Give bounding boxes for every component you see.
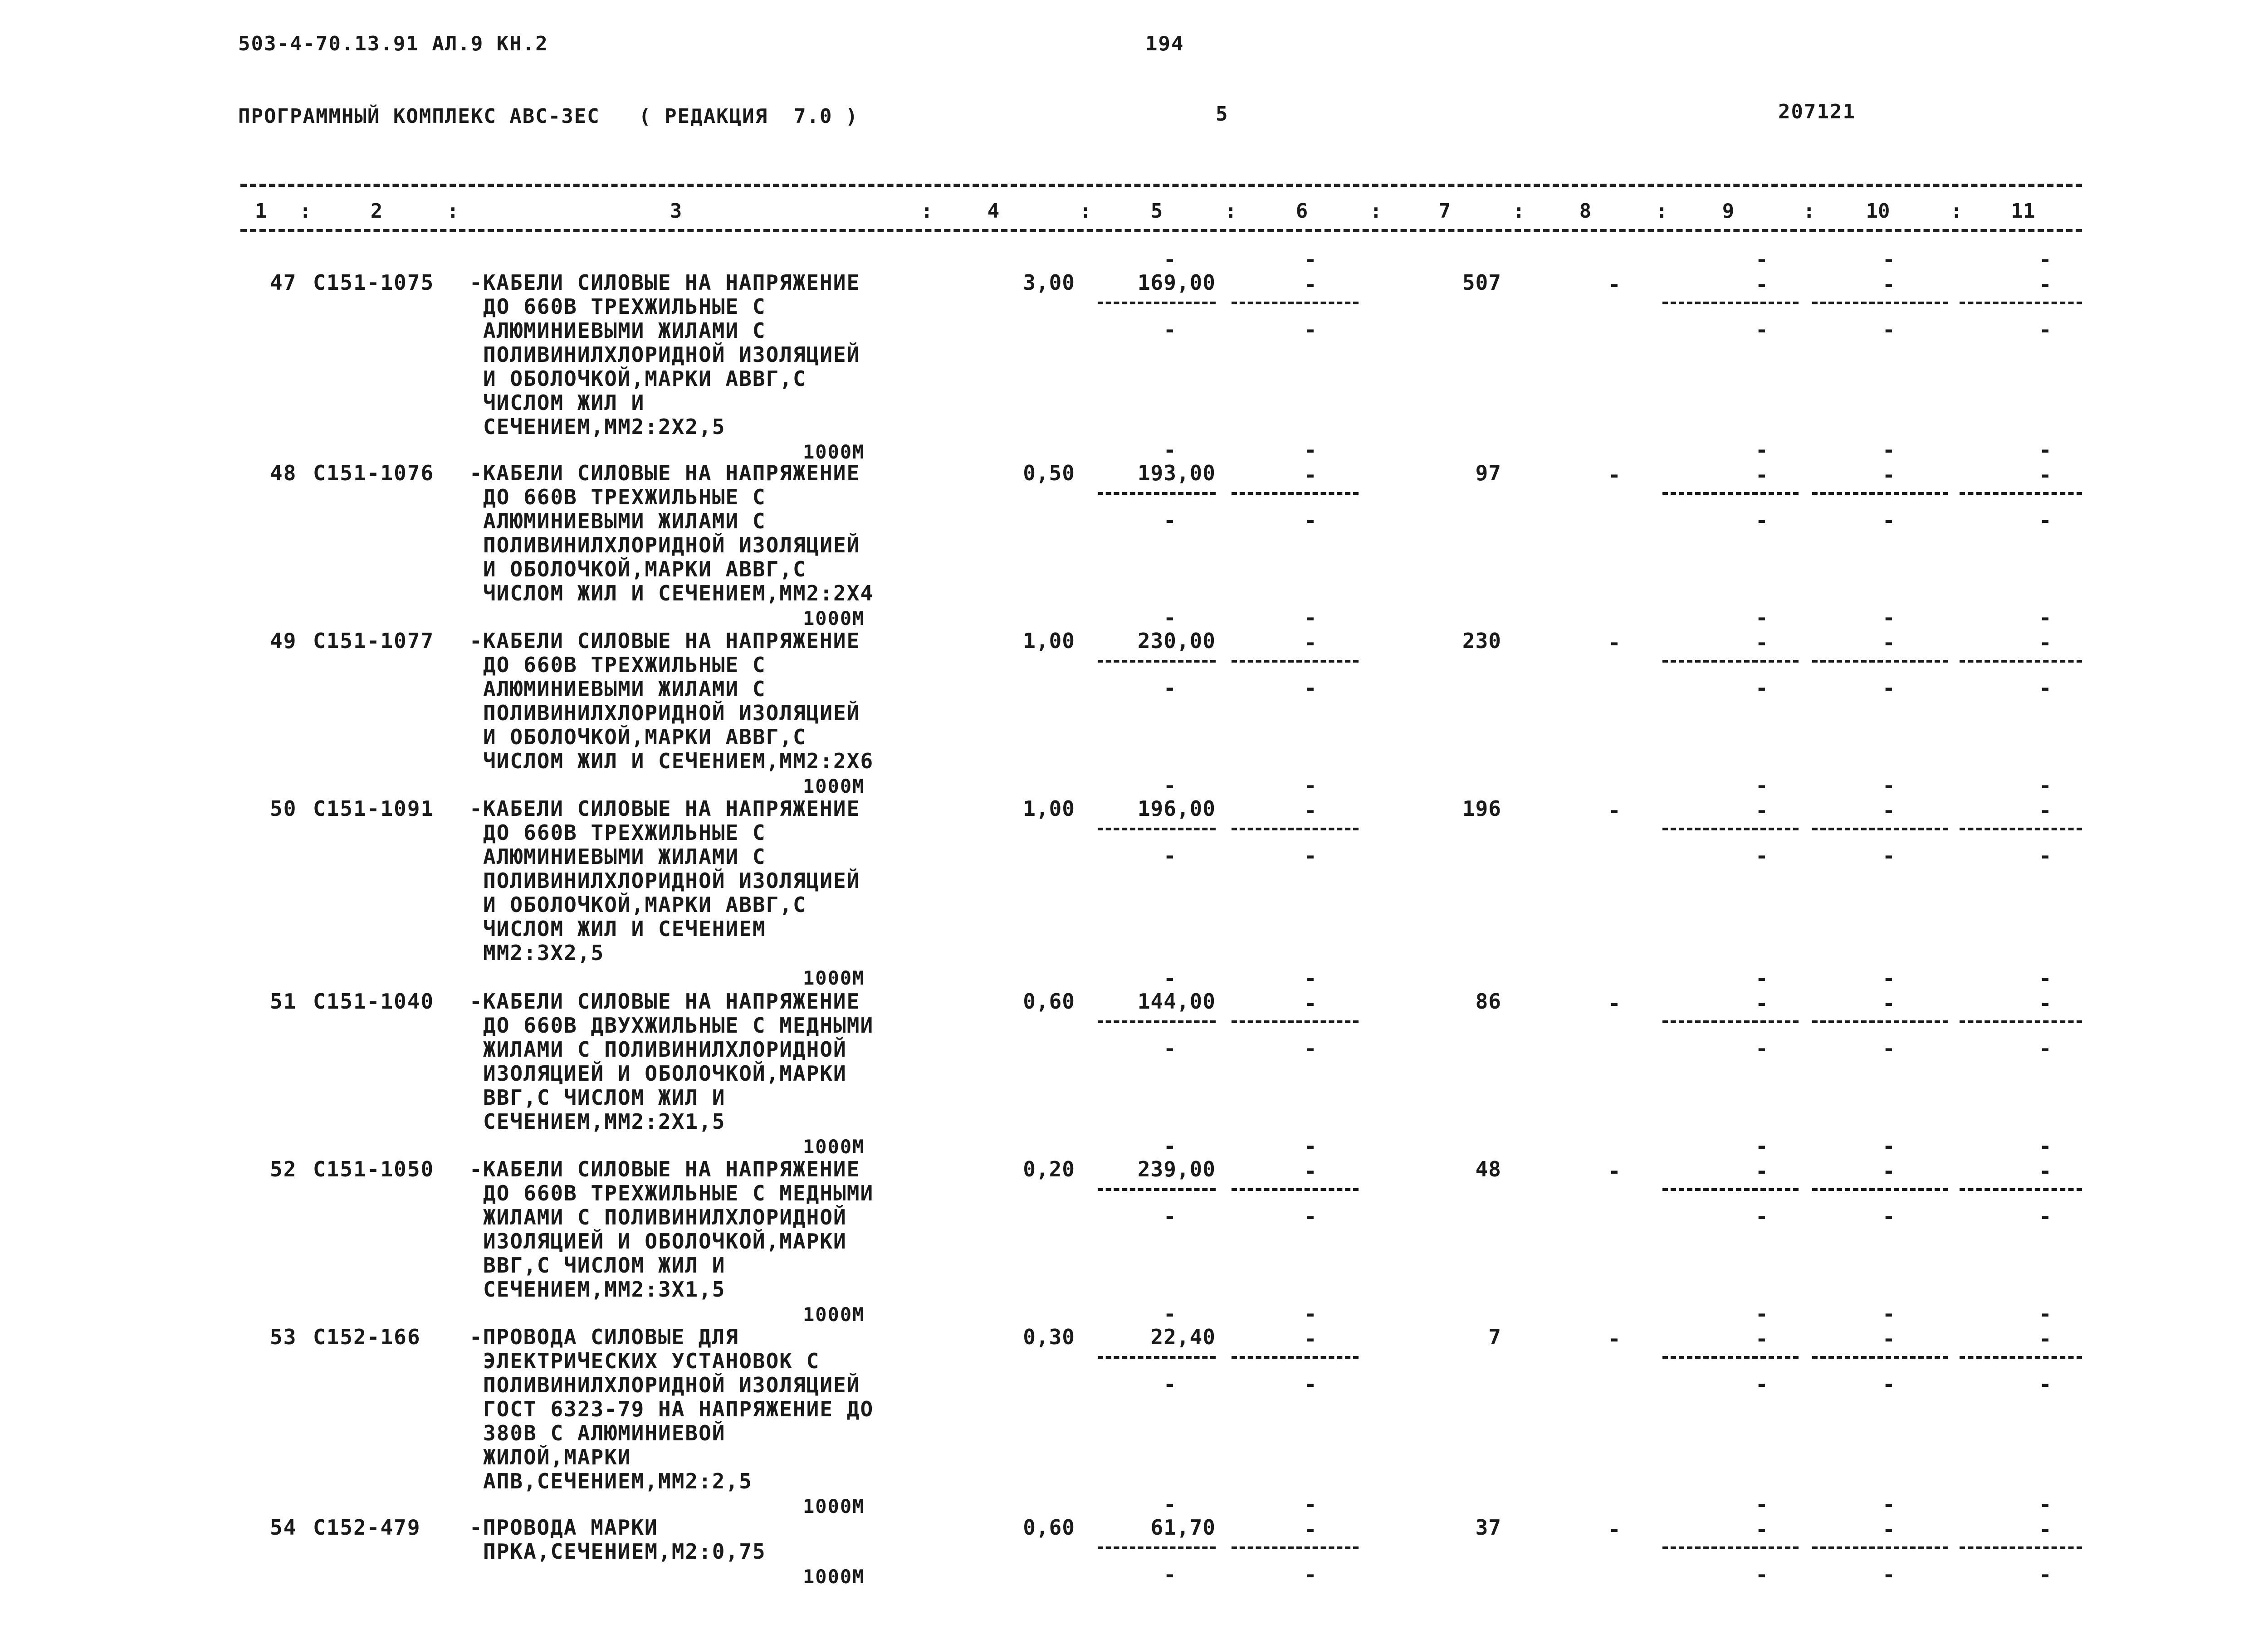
column-underline	[1960, 492, 2082, 495]
row-unit: 1000М	[803, 441, 865, 463]
empty-value-dash: -	[2039, 1302, 2052, 1326]
row-price: 144,00	[1137, 989, 1216, 1014]
empty-value-dash: -	[1163, 1036, 1176, 1061]
empty-value-dash: -	[2039, 1517, 2052, 1541]
empty-value-dash: -	[1304, 272, 1317, 297]
empty-value-dash: -	[1163, 966, 1176, 990]
row-code: С151-1077	[313, 629, 435, 653]
row-description-line: ЭЛЕКТРИЧЕСКИХ УСТАНОВОК С	[483, 1349, 820, 1373]
column-underline	[1098, 1546, 1216, 1549]
empty-value-dash: -	[1882, 1134, 1895, 1158]
empty-value-dash: -	[1608, 463, 1621, 487]
empty-value-dash: -	[1755, 1562, 1768, 1587]
empty-value-dash: -	[1755, 463, 1768, 487]
column-underline	[1662, 660, 1799, 663]
empty-value-dash: -	[1304, 1372, 1317, 1396]
row-description-line: -КАБЕЛИ СИЛОВЫЕ НА НАПРЯЖЕНИЕ	[469, 629, 860, 653]
empty-value-dash: -	[1882, 773, 1895, 798]
row-description-line: ДО 660В ТРЕХЖИЛЬНЫЕ С МЕДНЫМИ	[483, 1181, 874, 1205]
empty-value-dash: -	[1882, 844, 1895, 868]
empty-value-dash: -	[2039, 1036, 2052, 1061]
row-total: 86	[1475, 989, 1501, 1014]
column-underline	[1098, 828, 1216, 830]
column-header: 5	[1150, 200, 1163, 223]
row-price: 61,70	[1150, 1515, 1216, 1540]
row-unit: 1000М	[803, 607, 865, 629]
column-underline	[1232, 660, 1359, 663]
row-code: С151-1075	[313, 270, 435, 295]
empty-value-dash: -	[2039, 1492, 2052, 1517]
empty-value-dash: -	[1755, 1327, 1768, 1351]
column-underline	[1098, 660, 1216, 663]
row-description-line: -КАБЕЛИ СИЛОВЫЕ НА НАПРЯЖЕНИЕ	[469, 461, 860, 485]
row-description-line: ПОЛИВИНИЛХЛОРИДНОЙ ИЗОЛЯЦИЕЙ	[483, 701, 860, 725]
empty-value-dash: -	[1755, 676, 1768, 700]
empty-value-dash: -	[1755, 1492, 1768, 1517]
empty-value-dash: -	[1608, 630, 1621, 655]
empty-value-dash: -	[1608, 272, 1621, 297]
row-unit: 1000М	[803, 1495, 865, 1517]
column-underline	[1812, 302, 1948, 304]
column-underline	[1662, 1020, 1799, 1023]
empty-value-dash: -	[2039, 1327, 2052, 1351]
row-description-line: 380В С АЛЮМИНИЕВОЙ	[483, 1421, 726, 1445]
row-quantity: 0,50	[1023, 461, 1075, 485]
row-description-line: ЧИСЛОМ ЖИЛ И СЕЧЕНИЕМ	[483, 917, 766, 941]
row-description-line: ПОЛИВИНИЛХЛОРИДНОЙ ИЗОЛЯЦИЕЙ	[483, 533, 860, 557]
empty-value-dash: -	[1163, 317, 1176, 342]
empty-value-dash: -	[1304, 630, 1317, 655]
row-total: 7	[1488, 1325, 1501, 1349]
column-underline	[1232, 1546, 1359, 1549]
empty-value-dash: -	[1304, 247, 1317, 272]
column-underline	[1232, 1356, 1359, 1359]
empty-value-dash: -	[1882, 508, 1895, 532]
empty-value-dash: -	[1882, 1562, 1895, 1587]
row-quantity: 0,20	[1023, 1157, 1075, 1181]
row-description-line: ДО 660В ТРЕХЖИЛЬНЫЕ С	[483, 820, 766, 845]
empty-value-dash: -	[1882, 463, 1895, 487]
empty-value-dash: -	[1755, 438, 1768, 462]
row-description-line: АЛЮМИНИЕВЫМИ ЖИЛАМИ С	[483, 318, 766, 343]
column-underline	[1232, 1020, 1359, 1023]
section-number: 5	[1216, 102, 1229, 126]
column-header: 11	[2011, 200, 2035, 223]
row-description-line: И ОБОЛОЧКОЙ,МАРКИ АВВГ,С	[483, 366, 807, 391]
row-total: 507	[1462, 270, 1501, 295]
column-separator: :	[299, 200, 312, 223]
column-underline	[1812, 1356, 1948, 1359]
row-description-line: ДО 660В ДВУХЖИЛЬНЫЕ С МЕДНЫМИ	[483, 1013, 874, 1038]
empty-value-dash: -	[1304, 844, 1317, 868]
column-separator: :	[447, 200, 459, 223]
empty-value-dash: -	[1755, 966, 1768, 990]
column-underline	[1098, 1356, 1216, 1359]
column-underline	[1662, 492, 1799, 495]
empty-value-dash: -	[1163, 1204, 1176, 1229]
row-quantity: 1,00	[1023, 629, 1075, 653]
row-description-line: ММ2:3Х2,5	[483, 941, 605, 965]
column-header: 9	[1722, 200, 1735, 223]
empty-value-dash: -	[2039, 1372, 2052, 1396]
row-description-line: И ОБОЛОЧКОЙ,МАРКИ АВВГ,С	[483, 725, 807, 749]
row-price: 22,40	[1150, 1325, 1216, 1349]
empty-value-dash: -	[1755, 1372, 1768, 1396]
empty-value-dash: -	[1163, 605, 1176, 630]
empty-value-dash: -	[1608, 1159, 1621, 1183]
empty-value-dash: -	[1755, 991, 1768, 1015]
row-description-line: ПОЛИВИНИЛХЛОРИДНОЙ ИЗОЛЯЦИЕЙ	[483, 868, 860, 893]
empty-value-dash: -	[1882, 1302, 1895, 1326]
column-underline	[1960, 302, 2082, 304]
empty-value-dash: -	[1163, 773, 1176, 798]
column-underline	[1098, 302, 1216, 304]
row-description-line: И ОБОЛОЧКОЙ,МАРКИ АВВГ,С	[483, 893, 807, 917]
empty-value-dash: -	[1755, 317, 1768, 342]
column-header: 7	[1438, 200, 1451, 223]
empty-value-dash: -	[1755, 508, 1768, 532]
row-description-line: -КАБЕЛИ СИЛОВЫЕ НА НАПРЯЖЕНИЕ	[469, 989, 860, 1014]
empty-value-dash: -	[1163, 1562, 1176, 1587]
empty-value-dash: -	[1755, 247, 1768, 272]
row-total: 37	[1475, 1515, 1501, 1540]
row-description-line: АЛЮМИНИЕВЫМИ ЖИЛАМИ С	[483, 844, 766, 869]
column-header: 6	[1295, 200, 1308, 223]
column-underline	[1812, 1020, 1948, 1023]
empty-value-dash: -	[1163, 1492, 1176, 1517]
empty-value-dash: -	[1882, 605, 1895, 630]
row-description-line: И ОБОЛОЧКОЙ,МАРКИ АВВГ,С	[483, 557, 807, 581]
row-code: С152-166	[313, 1325, 421, 1349]
empty-value-dash: -	[1163, 508, 1176, 532]
empty-value-dash: -	[1304, 1159, 1317, 1183]
empty-value-dash: -	[1304, 1517, 1317, 1541]
row-description-line: ЖИЛОЙ,МАРКИ	[483, 1445, 631, 1469]
column-header: 1	[254, 200, 267, 223]
row-description-line: АПВ,СЕЧЕНИЕМ,ММ2:2,5	[483, 1469, 753, 1493]
row-number: 47	[270, 270, 297, 295]
column-separator: :	[1370, 200, 1382, 223]
empty-value-dash: -	[2039, 508, 2052, 532]
empty-value-dash: -	[1304, 773, 1317, 798]
row-description-line: ДО 660В ТРЕХЖИЛЬНЫЕ С	[483, 653, 766, 677]
column-underline	[1662, 828, 1799, 830]
empty-value-dash: -	[1882, 991, 1895, 1015]
column-underline	[1232, 828, 1359, 830]
empty-value-dash: -	[1882, 630, 1895, 655]
empty-value-dash: -	[2039, 676, 2052, 700]
empty-value-dash: -	[1304, 463, 1317, 487]
empty-value-dash: -	[1882, 317, 1895, 342]
program-title: ПРОГРАММНЫЙ КОМПЛЕКС АВС-3ЕС ( РЕДАКЦИЯ 7.0 )	[238, 105, 859, 128]
empty-value-dash: -	[1304, 676, 1317, 700]
empty-value-dash: -	[1304, 1204, 1317, 1229]
column-underline	[1812, 1188, 1948, 1191]
row-description-line: ПОЛИВИНИЛХЛОРИДНОЙ ИЗОЛЯЦИЕЙ	[483, 342, 860, 367]
row-description-line: -КАБЕЛИ СИЛОВЫЕ НА НАПРЯЖЕНИЕ	[469, 270, 860, 295]
empty-value-dash: -	[2039, 438, 2052, 462]
row-price: 196,00	[1137, 796, 1216, 821]
row-description-line: ЖИЛАМИ С ПОЛИВИНИЛХЛОРИДНОЙ	[483, 1205, 847, 1229]
empty-value-dash: -	[1755, 798, 1768, 823]
row-price: 193,00	[1137, 461, 1216, 485]
row-description-line: ИЗОЛЯЦИЕЙ И ОБОЛОЧКОЙ,МАРКИ	[483, 1229, 847, 1254]
row-description-line: СЕЧЕНИЕМ,ММ2:2Х2,5	[483, 415, 726, 439]
empty-value-dash: -	[1882, 438, 1895, 462]
empty-value-dash: -	[1755, 1159, 1768, 1183]
empty-value-dash: -	[1755, 773, 1768, 798]
empty-value-dash: -	[1755, 272, 1768, 297]
row-description-line: ВВГ,С ЧИСЛОМ ЖИЛ И	[483, 1085, 726, 1110]
empty-value-dash: -	[2039, 317, 2052, 342]
empty-value-dash: -	[1882, 1372, 1895, 1396]
empty-value-dash: -	[1755, 1036, 1768, 1061]
table-top-rule	[240, 184, 2082, 187]
empty-value-dash: -	[1163, 676, 1176, 700]
column-underline	[1232, 1188, 1359, 1191]
row-price: 239,00	[1137, 1157, 1216, 1181]
column-underline	[1812, 492, 1948, 495]
document-id: 207121	[1778, 100, 1856, 123]
row-number: 49	[270, 629, 297, 653]
empty-value-dash: -	[2039, 272, 2052, 297]
empty-value-dash: -	[1304, 1302, 1317, 1326]
column-underline	[1812, 828, 1948, 830]
row-description-line: ЧИСЛОМ ЖИЛ И СЕЧЕНИЕМ,ММ2:2Х6	[483, 749, 874, 773]
row-description-line: -КАБЕЛИ СИЛОВЫЕ НА НАПРЯЖЕНИЕ	[469, 1157, 860, 1181]
row-description-line: АЛЮМИНИЕВЫМИ ЖИЛАМИ С	[483, 509, 766, 533]
column-separator: :	[1950, 200, 1963, 223]
row-number: 54	[270, 1515, 297, 1540]
empty-value-dash: -	[1163, 1302, 1176, 1326]
empty-value-dash: -	[1882, 1036, 1895, 1061]
empty-value-dash: -	[2039, 773, 2052, 798]
row-description-line: ИЗОЛЯЦИЕЙ И ОБОЛОЧКОЙ,МАРКИ	[483, 1061, 847, 1086]
row-number: 52	[270, 1157, 297, 1181]
row-description-line: ЖИЛАМИ С ПОЛИВИНИЛХЛОРИДНОЙ	[483, 1037, 847, 1062]
row-description-line: СЕЧЕНИЕМ,ММ2:2Х1,5	[483, 1109, 726, 1134]
row-unit: 1000М	[803, 775, 865, 797]
column-underline	[1812, 1546, 1948, 1549]
column-underline	[1960, 1020, 2082, 1023]
column-header: 10	[1866, 200, 1890, 223]
column-separator: :	[1513, 200, 1525, 223]
empty-value-dash: -	[1163, 1134, 1176, 1158]
empty-value-dash: -	[1304, 1562, 1317, 1587]
empty-value-dash: -	[2039, 605, 2052, 630]
row-number: 48	[270, 461, 297, 485]
row-total: 48	[1475, 1157, 1501, 1181]
empty-value-dash: -	[1882, 798, 1895, 823]
column-separator: :	[1080, 200, 1092, 223]
column-underline	[1098, 492, 1216, 495]
empty-value-dash: -	[1304, 508, 1317, 532]
row-code: С151-1040	[313, 989, 435, 1014]
empty-value-dash: -	[2039, 463, 2052, 487]
empty-value-dash: -	[1304, 1134, 1317, 1158]
row-description-line: ДО 660В ТРЕХЖИЛЬНЫЕ С	[483, 485, 766, 509]
empty-value-dash: -	[1304, 317, 1317, 342]
column-underline	[1232, 302, 1359, 304]
empty-value-dash: -	[1304, 605, 1317, 630]
empty-value-dash: -	[1882, 1517, 1895, 1541]
row-total: 196	[1462, 796, 1501, 821]
column-underline	[1662, 1546, 1799, 1549]
empty-value-dash: -	[2039, 1204, 2052, 1229]
row-unit: 1000М	[803, 1303, 865, 1326]
row-description-line: СЕЧЕНИЕМ,ММ2:3Х1,5	[483, 1277, 726, 1302]
row-code: С151-1091	[313, 796, 435, 821]
row-description-line: -КАБЕЛИ СИЛОВЫЕ НА НАПРЯЖЕНИЕ	[469, 796, 860, 821]
row-number: 51	[270, 989, 297, 1014]
column-underline	[1960, 1356, 2082, 1359]
empty-value-dash: -	[1755, 844, 1768, 868]
empty-value-dash: -	[1755, 1302, 1768, 1326]
row-description-line: ГОСТ 6323-79 НА НАПРЯЖЕНИЕ ДО	[483, 1397, 874, 1421]
empty-value-dash: -	[1755, 1517, 1768, 1541]
column-underline	[1098, 1188, 1216, 1191]
empty-value-dash: -	[1608, 798, 1621, 823]
table-header-rule	[240, 229, 2082, 232]
column-separator: :	[1225, 200, 1237, 223]
column-underline	[1098, 1020, 1216, 1023]
row-code: С152-479	[313, 1515, 421, 1540]
row-description-line: -ПРОВОДА МАРКИ	[469, 1515, 658, 1540]
empty-value-dash: -	[2039, 966, 2052, 990]
row-unit: 1000М	[803, 1136, 865, 1158]
row-description-line: ПРКА,СЕЧЕНИЕМ,М2:0,75	[483, 1539, 766, 1564]
empty-value-dash: -	[1882, 1327, 1895, 1351]
empty-value-dash: -	[1755, 630, 1768, 655]
empty-value-dash: -	[1304, 438, 1317, 462]
row-description-line: ЧИСЛОМ ЖИЛ И	[483, 390, 645, 415]
column-underline	[1812, 660, 1948, 663]
row-quantity: 3,00	[1023, 270, 1075, 295]
page-number: 194	[1145, 32, 1184, 55]
column-separator: :	[921, 200, 933, 223]
row-quantity: 0,30	[1023, 1325, 1075, 1349]
column-header: 8	[1579, 200, 1592, 223]
row-price: 230,00	[1137, 629, 1216, 653]
empty-value-dash: -	[1608, 991, 1621, 1015]
row-total: 230	[1462, 629, 1501, 653]
empty-value-dash: -	[1755, 1134, 1768, 1158]
empty-value-dash: -	[1882, 272, 1895, 297]
empty-value-dash: -	[2039, 1562, 2052, 1587]
empty-value-dash: -	[1304, 1327, 1317, 1351]
empty-value-dash: -	[2039, 247, 2052, 272]
column-underline	[1960, 1188, 2082, 1191]
empty-value-dash: -	[2039, 630, 2052, 655]
row-description-line: ПОЛИВИНИЛХЛОРИДНОЙ ИЗОЛЯЦИЕЙ	[483, 1373, 860, 1397]
column-header: 2	[370, 200, 383, 223]
empty-value-dash: -	[2039, 844, 2052, 868]
row-code: С151-1076	[313, 461, 435, 485]
empty-value-dash: -	[1163, 1372, 1176, 1396]
empty-value-dash: -	[1163, 844, 1176, 868]
row-quantity: 0,60	[1023, 1515, 1075, 1540]
column-header: 4	[987, 200, 1000, 223]
column-underline	[1232, 492, 1359, 495]
empty-value-dash: -	[1163, 247, 1176, 272]
empty-value-dash: -	[2039, 798, 2052, 823]
document-code: 503-4-70.13.91 АЛ.9 КН.2	[238, 32, 548, 55]
column-separator: :	[1656, 200, 1668, 223]
row-code: С151-1050	[313, 1157, 435, 1181]
empty-value-dash: -	[1755, 605, 1768, 630]
empty-value-dash: -	[2039, 1134, 2052, 1158]
empty-value-dash: -	[1608, 1517, 1621, 1541]
column-header: 3	[670, 200, 682, 223]
empty-value-dash: -	[1304, 991, 1317, 1015]
row-description-line: АЛЮМИНИЕВЫМИ ЖИЛАМИ С	[483, 677, 766, 701]
row-description-line: ВВГ,С ЧИСЛОМ ЖИЛ И	[483, 1253, 726, 1278]
empty-value-dash: -	[1882, 1159, 1895, 1183]
column-underline	[1662, 1356, 1799, 1359]
row-description-line: ДО 660В ТРЕХЖИЛЬНЫЕ С	[483, 294, 766, 319]
row-unit: 1000М	[803, 1566, 865, 1588]
column-underline	[1960, 828, 2082, 830]
empty-value-dash: -	[1882, 676, 1895, 700]
empty-value-dash: -	[1163, 438, 1176, 462]
column-underline	[1662, 302, 1799, 304]
empty-value-dash: -	[1304, 798, 1317, 823]
row-price: 169,00	[1137, 270, 1216, 295]
empty-value-dash: -	[1304, 1492, 1317, 1517]
empty-value-dash: -	[2039, 1159, 2052, 1183]
row-number: 53	[270, 1325, 297, 1349]
row-unit: 1000М	[803, 967, 865, 989]
column-underline	[1960, 660, 2082, 663]
row-quantity: 0,60	[1023, 989, 1075, 1014]
row-total: 97	[1475, 461, 1501, 485]
column-underline	[1960, 1546, 2082, 1549]
empty-value-dash: -	[1882, 966, 1895, 990]
empty-value-dash: -	[2039, 991, 2052, 1015]
row-description-line: ЧИСЛОМ ЖИЛ И СЕЧЕНИЕМ,ММ2:2Х4	[483, 581, 874, 605]
empty-value-dash: -	[1882, 247, 1895, 272]
column-separator: :	[1803, 200, 1815, 223]
empty-value-dash: -	[1882, 1492, 1895, 1517]
empty-value-dash: -	[1755, 1204, 1768, 1229]
empty-value-dash: -	[1304, 966, 1317, 990]
column-underline	[1662, 1188, 1799, 1191]
empty-value-dash: -	[1608, 1327, 1621, 1351]
row-number: 50	[270, 796, 297, 821]
empty-value-dash: -	[1304, 1036, 1317, 1061]
empty-value-dash: -	[1882, 1204, 1895, 1229]
row-quantity: 1,00	[1023, 796, 1075, 821]
row-description-line: -ПРОВОДА СИЛОВЫЕ ДЛЯ	[469, 1325, 739, 1349]
